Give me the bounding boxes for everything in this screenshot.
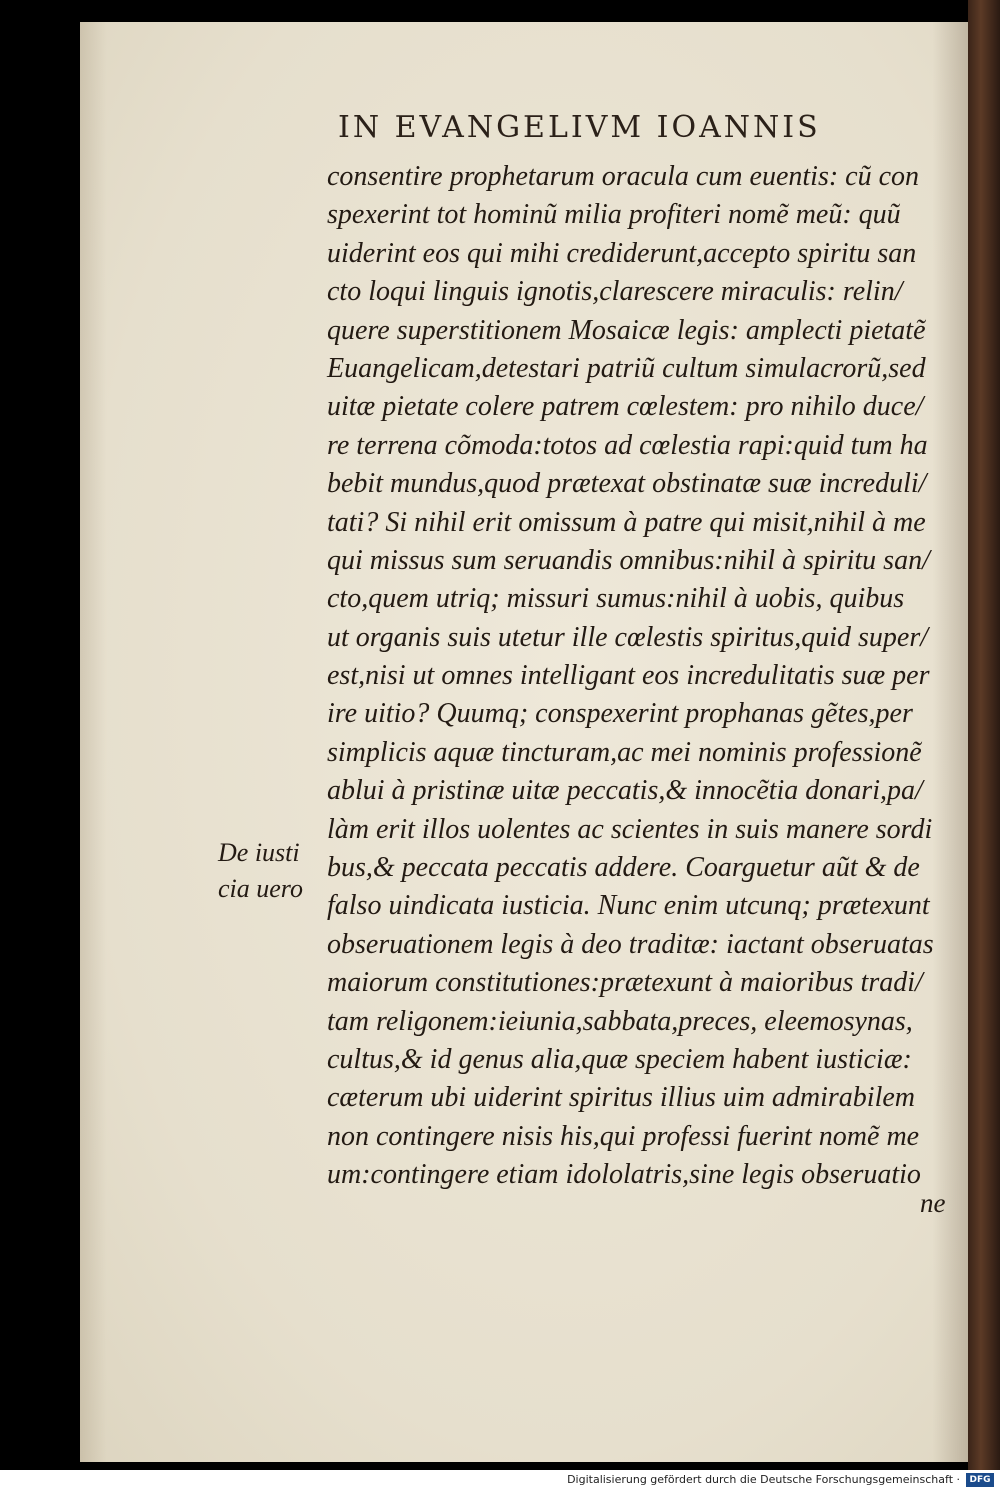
text-line: quere superstitionem Mosaicæ legis: amplecti pietatẽ [327, 314, 926, 346]
text-line: obseruationem legis à deo traditæ: iactant obseruatas [327, 928, 934, 960]
text-line: spexerint tot hominũ milia profiteri nomẽ meũ: quũ [327, 199, 901, 231]
text-line: cto loqui linguis ignotis,clarescere miraculis: relin/ [327, 276, 903, 308]
text-line: ablui à pristinæ uitæ peccatis,& innocẽtia donari,pa/ [327, 775, 923, 807]
text-line: ire uitio? Quumq; conspexerint prophanas gẽtes,per [327, 698, 913, 730]
catchword: ne [920, 1188, 946, 1218]
text-line: bebit mundus,quod prætexat obstinatæ suæ increduli/ [327, 468, 927, 500]
text-line: uitæ pietate colere patrem cœlestem: pro nihilo duce/ [327, 391, 924, 423]
running-head: IN EVANGELIVM IOANNIS [338, 110, 821, 145]
text-line: falso uindicata iusticia. Nunc enim utcunq; prætexunt [327, 890, 930, 922]
text-line: cæterum ubi uiderint spiritus illius uim admirabilem [327, 1082, 916, 1114]
book-binding-edge [968, 0, 1000, 1470]
text-line: uiderint eos qui mihi crediderunt,accepto spiritu san [327, 237, 917, 269]
text-line: est,nisi ut omnes intelligant eos incredulitatis suæ per [327, 660, 930, 692]
text-line: Euangelicam,detestari patriũ cultum simulacrorũ,sed [327, 352, 926, 384]
marginal-note [218, 835, 328, 907]
text-line: cultus,& id genus alia,quæ speciem habent iusticiæ: [327, 1043, 912, 1075]
text-line: maiorum constitutiones:prætexunt à maioribus tradi/ [327, 967, 923, 999]
text-line: consentire prophetarum oracula cum euentis: cũ con [327, 161, 920, 192]
text-line: qui missus sum seruandis omnibus:nihil à spiritu san/ [327, 544, 930, 576]
text-line: um:contingere etiam idololatris,sine legis obseruatio [327, 1159, 921, 1191]
footer-bar [0, 1470, 1000, 1491]
text-line: non contingere nisis his,qui professi fuerint nomẽ me [327, 1120, 920, 1152]
text-line: re terrena cõmoda:totos ad cœlestia rapi:quid tum ha [327, 429, 928, 461]
text-line: tam religonem:ieiunia,sabbata,preces, eleemosynas, [327, 1005, 913, 1037]
text-line: simplicis aquæ tincturam,ac mei nominis professionẽ [327, 736, 922, 768]
text-line: cto,quem utriq; missuri sumus:nihil à uobis, quibus [327, 583, 905, 615]
marginal-note-line: De iusti [218, 838, 300, 867]
text-line: bus,& peccata peccatis addere. Coarguetur aũt & de [327, 852, 920, 884]
dfg-logo-icon: DFG [966, 1473, 994, 1487]
funding-credit: Digitalisierung gefördert durch die Deutsche Forschungsgemeinschaft · [567, 1473, 960, 1486]
body-text [327, 158, 957, 1195]
text-line: làm erit illos uolentes ac scientes in suis manere sordi [327, 813, 933, 845]
text-line: ut organis suis utetur ille cœlestis spiritus,quid super/ [327, 621, 929, 653]
marginal-note-line: cia uero [218, 874, 303, 903]
text-line: tati? Si nihil erit omissum à patre qui misit,nihil à me [327, 506, 926, 538]
